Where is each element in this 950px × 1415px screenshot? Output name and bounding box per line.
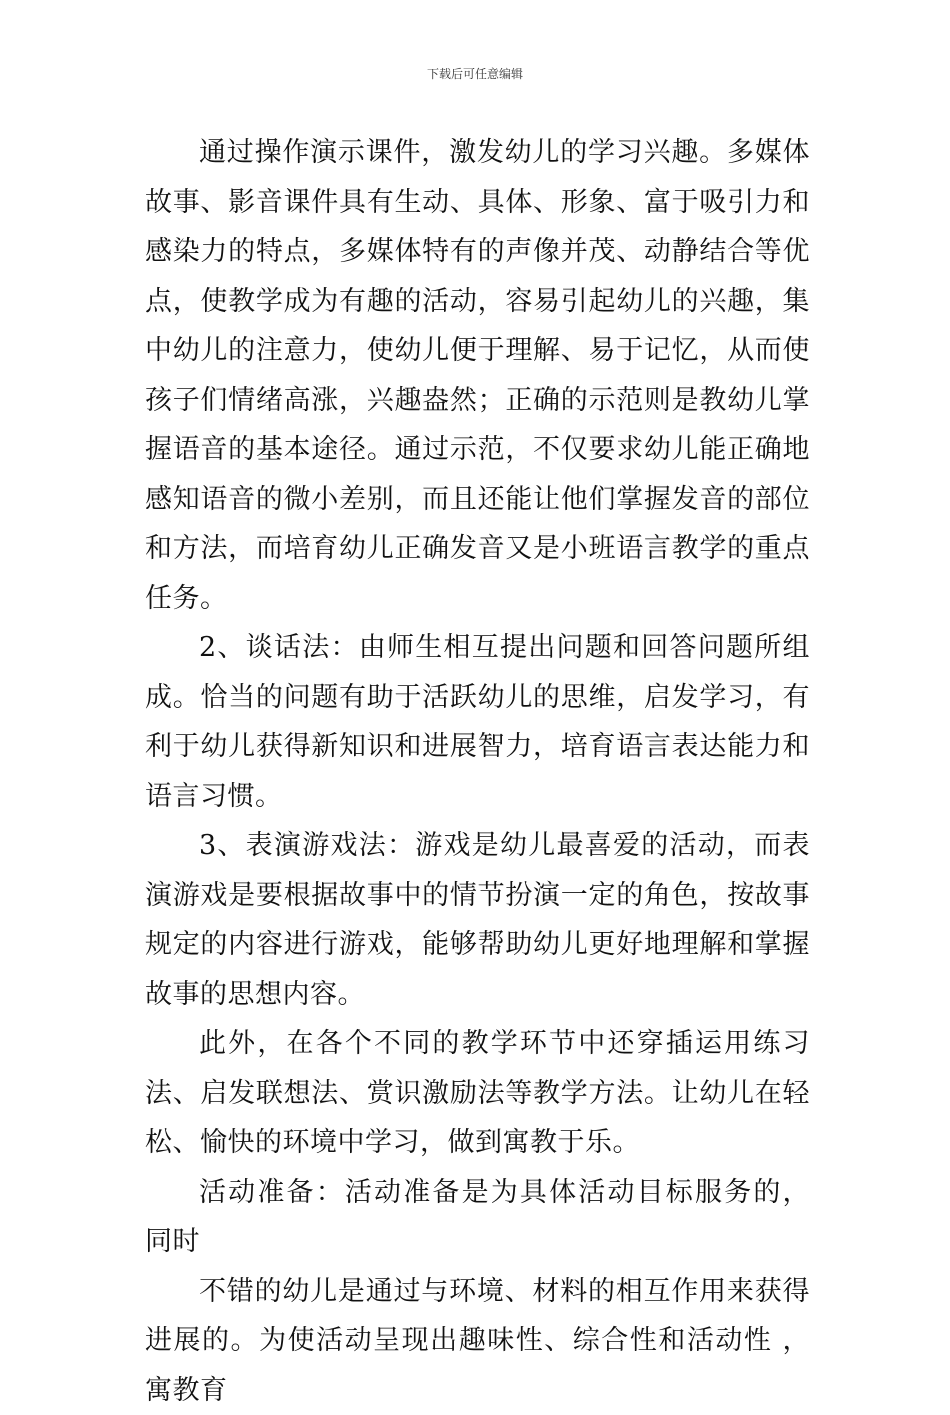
paragraph-environment-interaction: 不错的幼儿是通过与环境、材料的相互作用来获得进展的。为使活动呈现出趣味性、综合性和活动性 ，寓教育	[145, 1267, 810, 1415]
paragraph-other-methods: 此外，在各个不同的教学环节中还穿插运用练习法、启发联想法、赏识激励法等教学方法。让幼儿在轻松、愉快的环境中学习，做到寓教于乐。	[145, 1019, 810, 1168]
document-body	[145, 128, 810, 1415]
page-header: 下载后可任意编辑	[0, 66, 950, 82]
paragraph-multimedia-demo: 通过操作演示课件，激发幼儿的学习兴趣。多媒体故事、影音课件具有生动、具体、形象、富于吸引力和感染力的特点，多媒体特有的声像并茂、动静结合等优点，使教学成为有趣的活动，容易引起幼儿的兴趣，集中幼儿的注意力，使幼儿便于理解、易于记忆，从而使孩子们情绪高涨，兴趣盎然；正确的示范则是教幼儿掌握语音的基本途径。通过示范，不仅要求幼儿能正确地感知语音的微小差别，而且还能让他们掌握发音的部位和方法，而培育幼儿正确发音又是小班语言教学的重点任务。	[145, 128, 810, 623]
paragraph-performance-game-method: 3、表演游戏法：游戏是幼儿最喜爱的活动，而表演游戏是要根据故事中的情节扮演一定的角色，按故事规定的内容进行游戏，能够帮助幼儿更好地理解和掌握故事的思想内容。	[145, 821, 810, 1019]
paragraph-conversation-method: 2、谈话法：由师生相互提出问题和回答问题所组成。恰当的问题有助于活跃幼儿的思维，启发学习，有利于幼儿获得新知识和进展智力，培育语言表达能力和语言习惯。	[145, 623, 810, 821]
paragraph-activity-preparation: 活动准备：活动准备是为具体活动目标服务的， 同时	[145, 1168, 810, 1267]
